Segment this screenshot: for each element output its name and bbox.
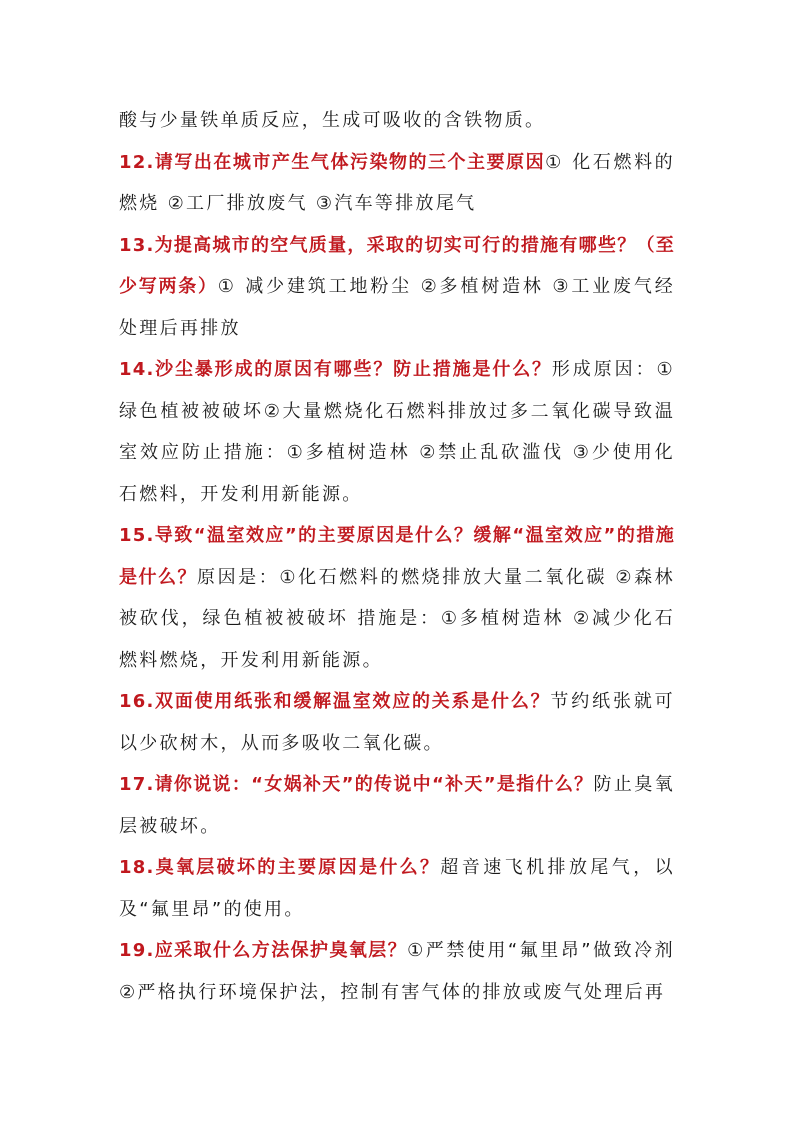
paragraph-q13 [119, 225, 675, 350]
answer-text: ① 减少建筑工地粉尘 ②多植树造林 ③工业废气经处理后再排放 [119, 276, 675, 339]
question-text: 16.双面使用纸张和缓解温室效应的关系是什么？ [119, 691, 551, 712]
paragraph-q18 [119, 847, 675, 930]
question-text: 14.沙尘暴形成的原因有哪些？防止措施是什么？ [119, 359, 552, 380]
paragraph-q14 [119, 349, 675, 515]
question-text: 19.应采取什么方法保护臭氧层？ [119, 940, 408, 961]
answer-text: 节约纸张就可以少砍树木，从而多吸收二氧化碳。 [119, 691, 675, 754]
question-text: 15.导致“温室效应”的主要原因是什么？缓解“温室效应”的措施是什么？ [119, 525, 675, 588]
answer-text: 超音速飞机排放尾气，以及“氟里昂”的使用。 [119, 857, 675, 920]
paragraph-q15 [119, 515, 675, 681]
answer-text: 酸与少量铁单质反应，生成可吸收的含铁物质。 [119, 110, 546, 131]
question-text: 17.请你说说：“女娲补天”的传说中“补天”是指什么？ [119, 774, 594, 795]
answer-text: 原因是：①化石燃料的燃烧排放大量二氧化碳 ②森林被砍伐，绿色植被被破坏 措施是：①多植树造林 ②减少化石燃料燃烧，开发利用新能源。 [119, 566, 675, 671]
question-text: 12.请写出在城市产生气体污染物的三个主要原因 [119, 151, 546, 173]
paragraph-q19 [119, 930, 675, 1013]
paragraph-q12 [119, 142, 675, 225]
paragraph-continuation [119, 100, 675, 142]
paragraph-q16 [119, 681, 675, 764]
answer-text: 形成原因：① 绿色植被被破坏②大量燃烧化石燃料排放过多二氧化碳导致温室效应防止措施：①多植树造林 ②禁止乱砍滥伐 ③少使用化石燃料，开发利用新能源。 [119, 359, 675, 505]
paragraph-q17 [119, 764, 675, 847]
answer-text: ①严禁使用“氟里昂”做致冷剂②严格执行环境保护法，控制有害气体的排放或废气处理后再 [119, 940, 675, 1003]
question-text: 13.为提高城市的空气质量，采取的切实可行的措施有哪些？（至少写两条） [119, 234, 675, 297]
answer-text: 防止臭氧层被破坏。 [119, 774, 675, 837]
document-body [119, 100, 675, 1013]
question-text: 18.臭氧层破坏的主要原因是什么？ [119, 857, 441, 878]
answer-text: ① 化石燃料的燃烧 ②工厂排放废气 ③汽车等排放尾气 [119, 151, 675, 214]
